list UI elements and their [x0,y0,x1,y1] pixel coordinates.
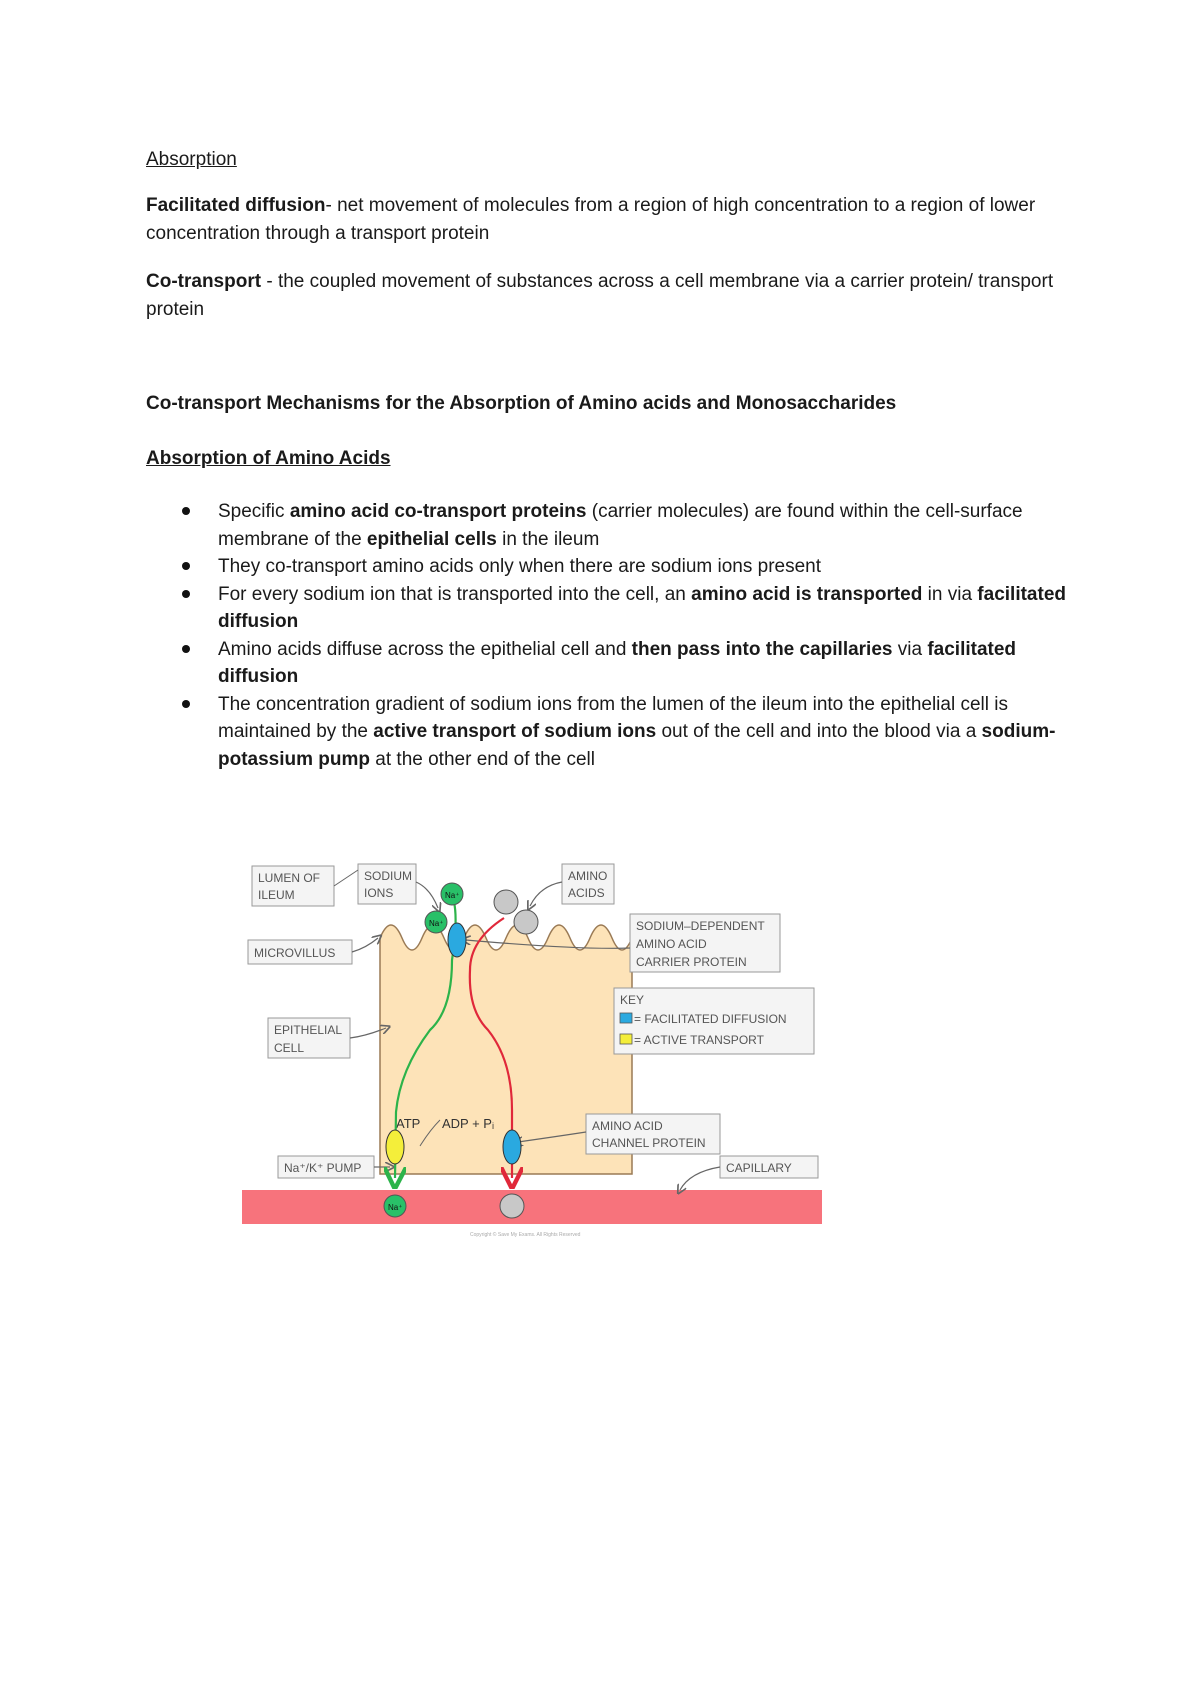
pointer-microvillus [352,938,378,952]
bullet-text: They co-transport amino acids only when there are sodium ions present [218,556,822,577]
bullet-text: Specific [218,501,290,522]
label-epithelial-cell [268,1018,350,1058]
amino-acid-lumen-1 [494,890,518,914]
label-microvillus-text: MICROVILLUS [254,946,336,960]
bullet-bold-text: amino acid is transported [691,583,923,605]
pointer-sodium [416,882,438,908]
key-title: KEY [620,993,645,1007]
pointer-capillary [680,1167,720,1190]
section-title: Co-transport Mechanisms for the Absorption of Amino acids and Monosaccharides [146,393,897,414]
label-capillary-text: CAPILLARY [726,1161,792,1175]
label-lumen [252,866,334,906]
bullet-text: The concentration gradient of sodium ions from the lumen of the ileum into the epithelial cell is maintained by the [218,693,1008,742]
label-adp: ADP + Pᵢ [442,1116,495,1131]
label-carrier-line3: CARRIER PROTEIN [636,955,747,969]
definition-facilitated-diffusion [146,192,1066,248]
label-amino-acids [562,864,614,904]
label-sodium-line2: IONS [364,886,394,900]
bullet-item [146,498,1066,553]
label-atp: ATP [396,1116,421,1131]
sodium-potassium-pump [386,1130,404,1164]
label-capillary [720,1156,818,1178]
label-lumen-line2: ILEUM [258,888,295,902]
copyright-text: Copyright © Save My Exams. All Rights Reserved [470,1232,581,1238]
bullet-bold-text: active transport of sodium ions [373,721,657,742]
bullet-item [146,553,1066,581]
label-pump-text: Na⁺/K⁺ PUMP [284,1161,362,1175]
label-sodium-ions [358,864,416,904]
definition-sep: - [261,271,278,292]
subsection-title: Absorption of Amino Acids [146,448,391,469]
key-label-facilitated: = FACILITATED DIFFUSION [634,1012,787,1026]
amino-acid-lumen-2 [514,910,538,934]
key-label-active: = ACTIVE TRANSPORT [634,1033,764,1047]
label-microvillus [248,940,352,964]
amino-acid-absorption-diagram [240,860,830,1240]
definition-term: Facilitated diffusion [146,195,326,216]
bullet-text: For every sodium ion that is transported into the cell, an [218,583,692,605]
bullet-text: (carrier molecules) are found within the cell-surface membrane of the [218,501,1023,550]
key-swatch-active [620,1034,632,1044]
definition-term: Co-transport [146,271,262,292]
amino-acid-capillary [500,1194,524,1218]
bullet-text: via [892,638,928,660]
bullet-bold-text: sodium-potassium pump [218,721,1056,770]
bullet-bold-text: amino acid co-transport proteins [289,501,587,522]
capillary-band [242,1190,822,1224]
bullet-text: Amino acids diffuse across the epithelial cell and [218,638,632,660]
sodium-ion-label: Na⁺ [388,1203,403,1212]
bullet-bold-text: then pass into the capillaries [631,638,893,660]
carrier-protein [448,923,466,957]
label-amino-line1: AMINO [568,869,608,883]
pointer-amino [530,882,562,906]
bullet-list [146,498,1066,773]
label-sodium-line1: SODIUM [364,869,412,883]
label-channel-protein [586,1114,720,1154]
sodium-ion-label: Na⁺ [445,891,460,900]
bullet-text: in the ileum [496,528,600,550]
sodium-ion-label: Na⁺ [429,919,444,928]
label-carrier-protein [630,914,780,972]
label-pump [278,1156,374,1178]
label-channel-line2: CHANNEL PROTEIN [592,1136,706,1150]
bullet-text: out of the cell and into the blood via a [656,721,982,742]
bullet-bold-text: facilitated diffusion [218,638,1017,687]
label-lumen-line1: LUMEN OF [258,871,321,885]
diagram-key [614,988,814,1054]
label-carrier-line1: SODIUM–DEPENDENT [636,919,765,933]
bullet-item [146,636,1066,691]
bullet-text: in via [922,583,978,605]
label-carrier-line2: AMINO ACID [636,937,707,951]
amino-acid-channel-protein [503,1130,521,1164]
bullet-bold-text: facilitated diffusion [218,583,1066,632]
label-epithelial-line2: CELL [274,1041,305,1055]
label-epithelial-line1: EPITHELIAL [274,1023,343,1037]
bullet-text: at the other end of the cell [370,748,596,770]
page-heading: Absorption [146,149,237,170]
bullet-item [146,581,1066,636]
definition-text: the coupled movement of substances across a cell membrane via a carrier protein/ transport protein [146,271,1054,320]
label-amino-line2: ACIDS [568,886,605,900]
bullet-item [146,691,1066,774]
definition-co-transport [146,268,1066,324]
pointer-lumen [334,870,358,886]
definition-text: net movement of molecules from a region of high concentration to a region of lower concentration through a transport protein [146,195,1036,244]
label-channel-line1: AMINO ACID [592,1119,663,1133]
definition-sep: - [325,195,338,216]
bullet-bold-text: epithelial cells [366,528,497,550]
key-swatch-facilitated [620,1013,632,1023]
